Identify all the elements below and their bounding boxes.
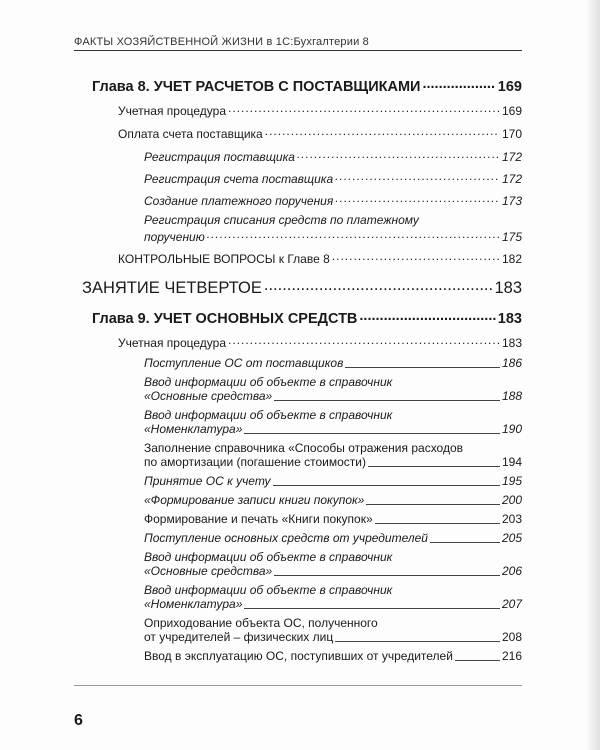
- toc-entry-title: Регистрация счета поставщика: [144, 172, 334, 186]
- toc-entry-title: Поступление основных средств от учредителей: [144, 531, 428, 545]
- toc-entry-title-line1: Заполнение справочника «Способы отражения расходов: [144, 441, 464, 455]
- toc-entry-page: 173: [501, 194, 522, 208]
- toc-section: [82, 124, 522, 141]
- underline-leader: [274, 575, 500, 576]
- toc-entry-page: 169: [497, 79, 522, 95]
- toc-entry-page: 183: [501, 336, 522, 350]
- toc-entry-title-line2: «Основные средства»: [144, 564, 273, 578]
- running-header: ФАКТЫ ХОЗЯЙСТВЕННОЙ ЖИЗНИ в 1С:Бухгалтерии 8: [74, 36, 522, 51]
- dot-leader: [359, 308, 495, 324]
- dot-leader: [335, 191, 500, 205]
- toc-section: [82, 249, 522, 266]
- toc-subsection: [82, 649, 522, 663]
- dot-leader: [422, 76, 495, 92]
- underline-leader: [366, 504, 500, 505]
- toc-entry-title: Оплата счета поставщика: [118, 127, 263, 141]
- toc-entry-title: Учетная процедура: [118, 336, 226, 350]
- toc-entry-title-line2: по амортизации (погашение стоимости): [144, 455, 366, 469]
- toc-subsection: [82, 375, 522, 403]
- underline-leader: [375, 523, 500, 524]
- toc-entry-title-line2: «Основные средства»: [144, 389, 273, 403]
- toc-entry-title-line1: Регистрация списания средств по платежному: [144, 213, 419, 227]
- toc-subsection: [82, 512, 522, 526]
- toc-entry-page: 200: [501, 493, 522, 507]
- underline-leader: [455, 660, 500, 661]
- toc-entry-page: 172: [501, 172, 522, 186]
- toc-entry-page: 207: [501, 597, 522, 611]
- toc-entry-title-line1: Ввод информации об объекте в справочник: [144, 408, 393, 422]
- toc-section: [82, 101, 522, 118]
- toc-subsection: [82, 356, 522, 370]
- toc-entry-title-line2: «Номенклатура»: [144, 597, 243, 611]
- toc-entry-title: Поступление ОС от поставщиков: [144, 356, 344, 370]
- toc-subsection: [82, 474, 522, 488]
- toc-entry-title: Формирование и печать «Книги покупок»: [144, 512, 373, 526]
- toc-subsection: [82, 550, 522, 578]
- underline-leader: [335, 641, 500, 642]
- toc-entry-page: 186: [501, 356, 522, 370]
- toc-entry-title-line1: Ввод информации об объекте в справочник: [144, 583, 393, 597]
- page-edge-shadow: [586, 0, 600, 750]
- toc-entry-page: 183: [497, 311, 522, 327]
- toc-entry-page: 175: [501, 230, 522, 244]
- toc-entry-page: 172: [501, 150, 522, 164]
- dot-leader: [335, 169, 500, 183]
- toc-subsection: [82, 147, 522, 164]
- toc-entry-title: Глава 9. УЧЕТ ОСНОВНЫХ СРЕДСТВ: [92, 311, 358, 327]
- dot-leader: [207, 227, 500, 241]
- toc-entry-title: Принятие ОС к учету: [144, 474, 271, 488]
- toc-entry-page: 216: [501, 649, 522, 663]
- underline-leader: [368, 466, 500, 467]
- underline-leader: [273, 485, 500, 486]
- toc-subsection: [82, 493, 522, 507]
- toc-chapter-9: [82, 308, 522, 327]
- underline-leader: [244, 608, 500, 609]
- toc-entry-page: 206: [501, 564, 522, 578]
- toc-entry-page: 183: [494, 279, 522, 297]
- toc-entry-title: Регистрация поставщика: [144, 150, 295, 164]
- toc-section: [82, 333, 522, 350]
- toc-subsection: [82, 213, 522, 244]
- underline-leader: [430, 542, 500, 543]
- dot-leader: [332, 249, 500, 263]
- toc-entry-title: КОНТРОЛЬНЫЕ ВОПРОСЫ к Главе 8: [118, 252, 330, 266]
- toc-entry-page: 208: [501, 630, 522, 644]
- toc-entry-title: Ввод в эксплуатацию ОС, поступивших от учредителей: [144, 649, 453, 663]
- dot-leader: [297, 147, 500, 161]
- toc-entry-page: 169: [501, 104, 522, 118]
- toc-subsection: [82, 441, 522, 469]
- toc-entry-title: Учетная процедура: [118, 104, 226, 118]
- toc-entry-title: Глава 8. УЧЕТ РАСЧЕТОВ С ПОСТАВЩИКАМИ: [92, 79, 421, 95]
- toc-subsection: [82, 616, 522, 644]
- toc-subsection: [82, 169, 522, 186]
- dot-leader: [264, 276, 493, 295]
- toc-lesson-4: [82, 276, 522, 298]
- toc-entry-title: ЗАНЯТИЕ ЧЕТВЕРТОЕ: [82, 279, 262, 297]
- underline-leader: [244, 433, 500, 434]
- toc-entry-title-line2: «Номенклатура»: [144, 422, 243, 436]
- toc-entry-title-line1: Ввод информации об объекте в справочник: [144, 375, 393, 389]
- toc-entry-page: 170: [501, 127, 522, 141]
- toc-chapter-8: [82, 76, 522, 95]
- underline-leader: [345, 367, 500, 368]
- table-of-contents: [82, 76, 522, 668]
- underline-leader: [274, 400, 500, 401]
- toc-entry-page: 205: [501, 531, 522, 545]
- toc-subsection: [82, 191, 522, 208]
- page-number: 6: [74, 712, 83, 729]
- toc-entry-title-line1: Оприходование объекта ОС, полученного: [144, 616, 378, 630]
- toc-subsection: [82, 408, 522, 436]
- footer-rule: [74, 685, 522, 686]
- toc-entry-title: «Формирование записи книги покупок»: [144, 493, 365, 507]
- toc-entry-title-line1: Ввод информации об объекте в справочник: [144, 550, 393, 564]
- toc-entry-page: 188: [501, 389, 522, 403]
- toc-entry-title: Создание платежного поручения: [144, 194, 334, 208]
- toc-subsection: [82, 531, 522, 545]
- toc-entry-page: 195: [501, 474, 522, 488]
- toc-entry-page: 182: [501, 252, 522, 266]
- toc-entry-page: 194: [501, 455, 522, 469]
- toc-entry-title-line2: от учредителей – физических лиц: [144, 630, 334, 644]
- dot-leader: [228, 101, 500, 115]
- toc-entry-title-line2: поручению: [144, 230, 205, 244]
- dot-leader: [228, 333, 500, 347]
- toc-subsection: [82, 583, 522, 611]
- dot-leader: [265, 124, 500, 138]
- toc-entry-page: 203: [501, 512, 522, 526]
- toc-entry-page: 190: [501, 422, 522, 436]
